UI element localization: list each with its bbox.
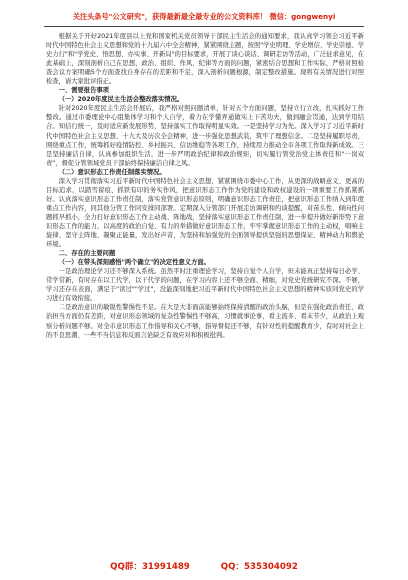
subheading-two-establish: （一）在带头深刻感悟"两个确立"的决定性意义方面。	[58, 259, 210, 267]
problem-paragraph-1: 一是政治理论学习还不够深入系统。虽然平时注重理论学习，坚持自觉个人自学，但未能真正坚持每日必学、常学常新，有时存在以工代学，以干代学的问题，在学习内容上还不够全面、精细，对党史党统研究不深。不够，学习还存在表面，满足于"读过""学过"，没能深刻地把习近平新时代中国特色社会主义思想的精神实质同党史的学习进行有效衔接。	[46, 268, 364, 303]
subheading-rectification: （一）2020年度民主生活会整改落实情况。	[58, 96, 184, 104]
footer-contact	[0, 560, 408, 572]
section-heading-report: 一、需要报告事项	[58, 87, 109, 95]
rectification-paragraph: 针对2020年度民主生活会开展后，我严格对照问题清单，针对五个方面问题，坚持立行立改，扎实抓好工作整改。通过市委理论中心组集体学习和个人自学，着力在学懂弄通做实上下苦功夫，做到融会贯通，达到学用结合。知信行统一，及时适应新发展形势，坚持落实工作取得明显实效。一是坚持学习为先。深入学习了习近平新时代中国特色社会主义思想、十九大及历次全会精神，进一步强化思想武装，筑牢了理想信念。二是坚持履职尽责，围绕重点工作，统筹抓好疫情防控、乡村振兴、信访维稳等各项工作，持续用力推动全市各项工作取得新成效。三是坚持廉洁自律，认真参加组织生活，进一步严明政治纪律和政治规矩，切实履行管党治党主体责任和"一岗双责"，督促分管领域党员干部始终保持廉洁自律之风。	[46, 105, 364, 167]
subheading-ideology: （二）意识形态工作责任制落实情况。	[58, 168, 166, 176]
intro-paragraph: 根据关于开好2021年度县以上党和国家机关党员领导干部民主生活会的通知要求，我认真学习领会习近平新时代中国特色社会主义思想和党的十九届六中全会精神，紧紧围绕主题，按照"学史明理、学史增信、学史崇德、学史力行"和"学党史、悟思想、办实事、开新局"的目标要求，开展了谈心谈话、调研走访等活动，广泛征求意见，在此基础上，深刻剖析自己在思想、政治、组织、作风、纪律等方面的问题，紧密结合思想和工作实际，严格对照检查会议方案明确5个方面查找自身存在的差距和不足，深入剖析问题根源，制定整改措施。现将有关情况进行对照检查，请大家批评指正。	[46, 33, 364, 86]
ideology-paragraph: 深入学习贯彻落实习近平新时代中国特色社会主义思想，紧紧围绕市委中心工作，从更深的战略意义、更高的目标追求，以踏雪留痕、抓铁有印的务实作风，把意识形态工作作为党的建设和政权建设的一项重要工作抓紧抓好。认真落实意识形态工作责任制，落实党管意识形态原则，明确意识形态工作责任，把意识形态工作纳入到年度重点工作内容，同其他分管工作同安排同部署。定期深入分管部门开展走访调研和约谈提醒，对苗头性、倾向性问题抓早抓小，全力打好意识形态工作主动战、阵地战，坚持落实意识形态工作责任制，进一步提升做好新形势下意识形态工作的能力，以高度的政治自觉、有力的举措做好意识形态工作，牢牢掌握意识形态工作的主动权，唱响主旋律、坚守主阵地、凝聚正能量，发出好声音，为坚持和加强党的全面领导提供坚强的思想保证、精神动力和舆论环境。	[46, 177, 364, 249]
document-body	[46, 32, 364, 340]
section-heading-problems: 二、存在的主要问题	[58, 250, 116, 258]
footer-qq: QQ：535304092	[220, 562, 298, 572]
header-divider	[44, 26, 364, 27]
footer-qq-group: QQ群：31991489	[110, 562, 190, 572]
header-banner: 关注头条号"公文研究"，获得最新最全最专业的公文资料库！ 微信：gongwenyi	[72, 12, 336, 21]
problem-paragraph-2: 二是政治意识的敏锐性警惕性不足。在大是大非面前能够始终保持清醒的政治头脑，但是在强化政治责任、政治担当方面仍有差距，对意识形态领域的复杂性警惕性不够高，习惯就事论事，看主流多、看末节少，从政治上观察分析问题不够。对全市意识形态工作指导和关心不够，指导督促还不够，有针对性的提醒教育少，有时对社会上的不良思潮、一些不当信息和反面言论缺乏有效应对和积极批判。	[46, 304, 364, 339]
